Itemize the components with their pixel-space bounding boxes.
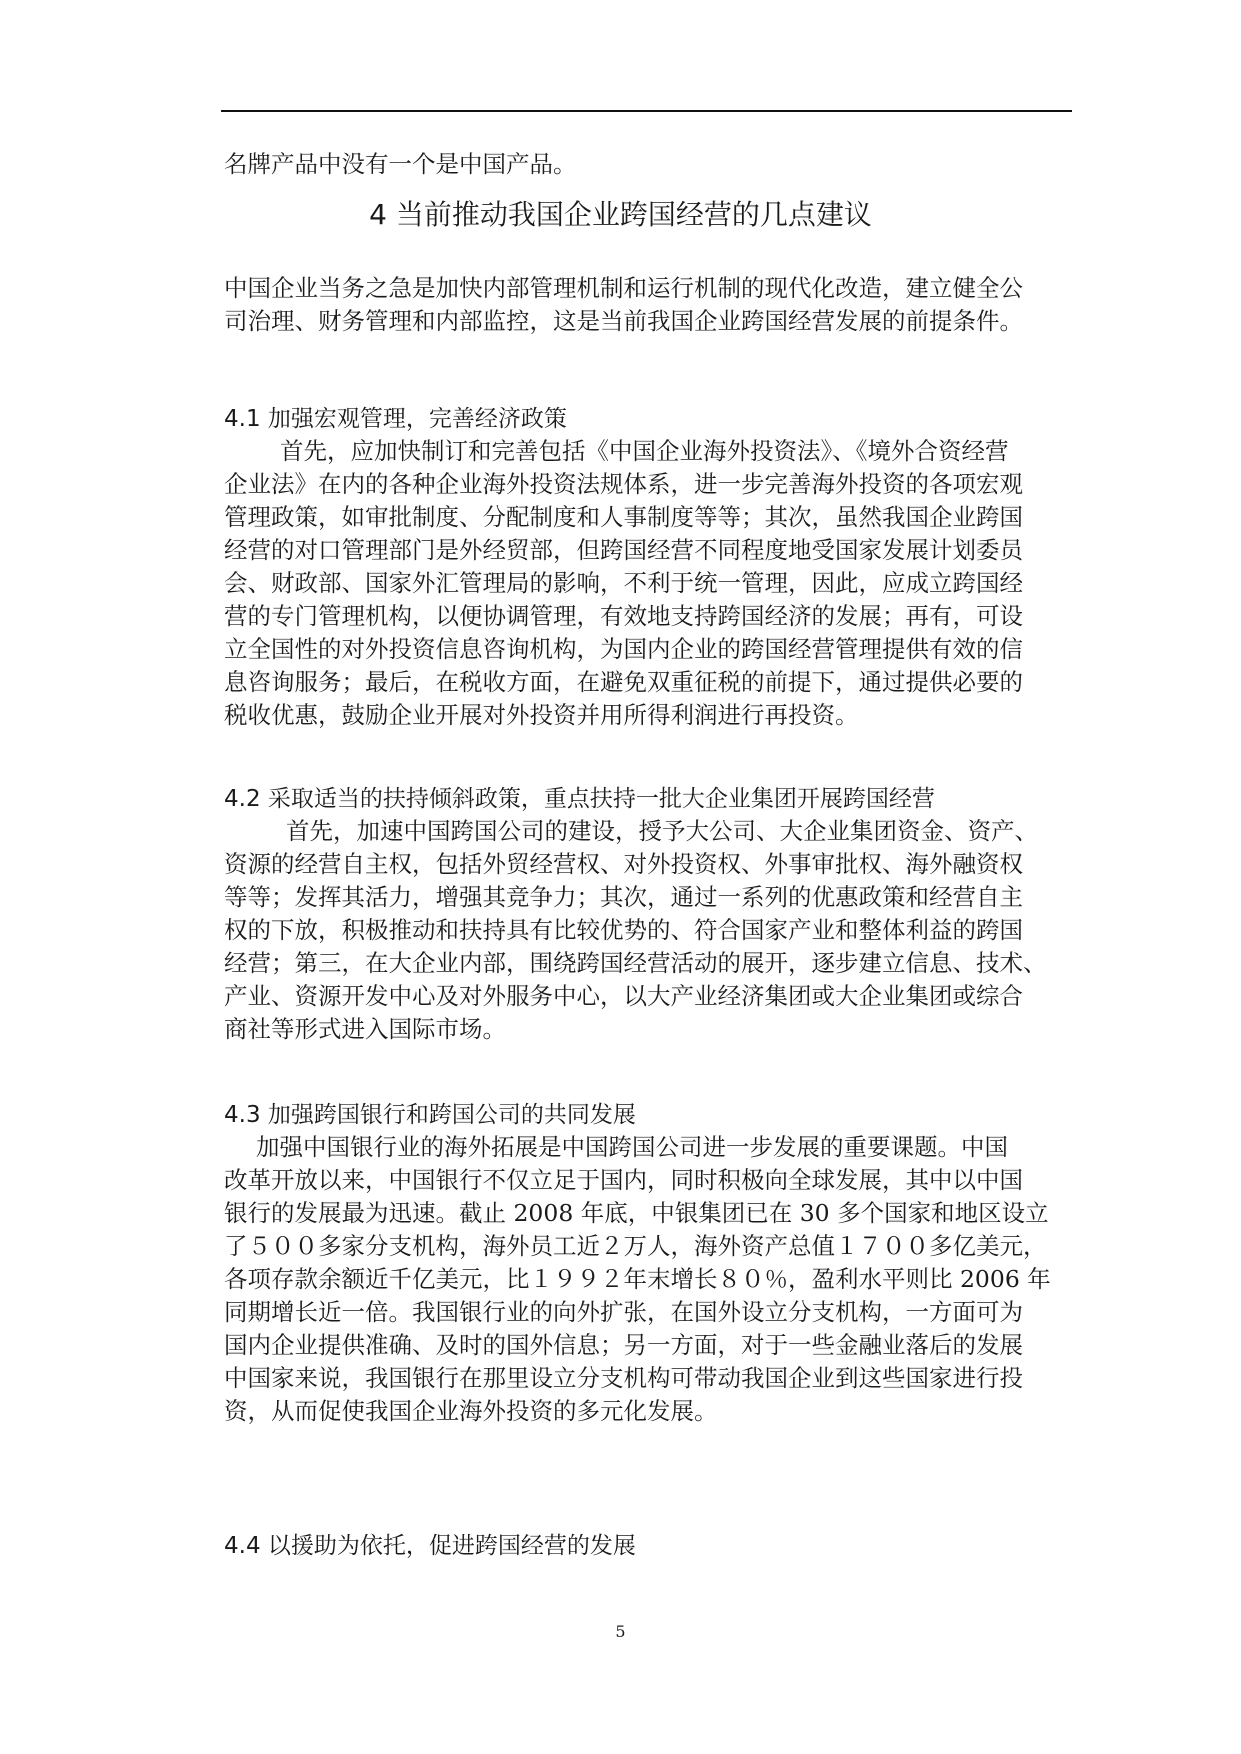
paragraph-line: 产业、资源开发中心及对外服务中心，以大产业经济集团或大企业集团或综合 [224,982,1023,1010]
page-number: 5 [615,1622,626,1641]
section-heading-4-3: 4.3 加强跨国银行和跨国公司的共同发展 [224,1102,636,1128]
paragraph-line: 管理政策，如审批制度、分配制度和人事制度等等；其次，虽然我国企业跨国 [224,503,1023,531]
paragraph-line: 经营的对口管理部门是外经贸部，但跨国经营不同程度地受国家发展计划委员 [224,536,1023,564]
paragraph-line: 经营；第三，在大企业内部，围绕跨国经营活动的展开，逐步建立信息、技术、 [224,949,1047,977]
paragraph-line: 司治理、财务管理和内部监控，这是当前我国企业跨国经营发展的前提条件。 [224,307,1023,335]
paragraph-line: 企业法》在内的各种企业海外投资法规体系，进一步完善海外投资的各项宏观 [224,470,1023,498]
section-4-2-paragraph [224,815,1072,1046]
paragraph-line: 资，从而促使我国企业海外投资的多元化发展。 [224,1397,718,1425]
paragraph-line: 中国企业当务之急是加快内部管理机制和运行机制的现代化改造，建立健全公 [224,274,1023,302]
paragraph-line: 税收优惠，鼓励企业开展对外投资并用所得利润进行再投资。 [224,701,859,729]
paragraph-line: 首先，加速中国跨国公司的建设，授予大公司、大企业集团资金、资产、 [286,817,1038,845]
paragraph-line: 商社等形式进入国际市场。 [224,1015,506,1043]
paragraph-line: 等等；发挥其活力，增强其竞争力；其次，通过一系列的优惠政策和经营自主 [224,883,1023,911]
section-4-1-paragraph [224,435,1072,732]
paragraph-line: 加强中国银行业的海外拓展是中国跨国公司进一步发展的重要课题。中国 [256,1133,1008,1161]
carryover-line: 名牌产品中没有一个是中国产品。 [224,150,577,178]
paragraph-line: 改革开放以来，中国银行不仅立足于国内，同时积极向全球发展，其中以中国 [224,1166,1023,1194]
intro-paragraph [224,272,1072,338]
paragraph-line: 权的下放，积极推动和扶持具有比较优势的、符合国家产业和整体利益的跨国 [224,916,1023,944]
paragraph-line: 首先，应加快制订和完善包括《中国企业海外投资法》、《境外合资经营 [280,437,1009,465]
paragraph-line: 立全国性的对外投资信息咨询机构，为国内企业的跨国经营管理提供有效的信 [224,635,1023,663]
paragraph-line: 各项存款余额近千亿美元，比１９９２年末增长８０％，盈利水平则比 2006 年 [224,1265,1051,1293]
section-4-3-paragraph [224,1131,1072,1428]
paragraph-line: 银行的发展最为迅速。截止 2008 年底，中银集团已在 30 多个国家和地区设立 [224,1199,1049,1227]
paragraph-line: 中国家来说，我国银行在那里设立分支机构可带动我国企业到这些国家进行投 [224,1364,1023,1392]
section-heading-4-2: 4.2 采取适当的扶持倾斜政策，重点扶持一批大企业集团开展跨国经营 [224,786,935,812]
paragraph-line: 会、财政部、国家外汇管理局的影响，不利于统一管理，因此，应成立跨国经 [224,569,1023,597]
paragraph-line: 营的专门管理机构，以便协调管理，有效地支持跨国经济的发展；再有，可设 [224,602,1023,630]
header-rule [221,110,1072,112]
paragraph-line: 资源的经营自主权，包括外贸经营权、对外投资权、外事审批权、海外融资权 [224,850,1023,878]
section-title: 4 当前推动我国企业跨国经营的几点建议 [369,198,872,231]
paragraph-line: 了５００多家分支机构，海外员工近２万人，海外资产总值１７００多亿美元， [224,1232,1047,1260]
paragraph-line: 息咨询服务；最后，在税收方面，在避免双重征税的前提下，通过提供必要的 [224,668,1023,696]
section-heading-4-1: 4.1 加强宏观管理，完善经济政策 [224,406,567,432]
section-heading-4-4: 4.4 以援助为依托，促进跨国经营的发展 [224,1533,636,1559]
paragraph-line: 国内企业提供准确、及时的国外信息；另一方面，对于一些金融业落后的发展 [224,1331,1023,1359]
paragraph-line: 同期增长近一倍。我国银行业的向外扩张，在国外设立分支机构，一方面可为 [224,1298,1023,1326]
